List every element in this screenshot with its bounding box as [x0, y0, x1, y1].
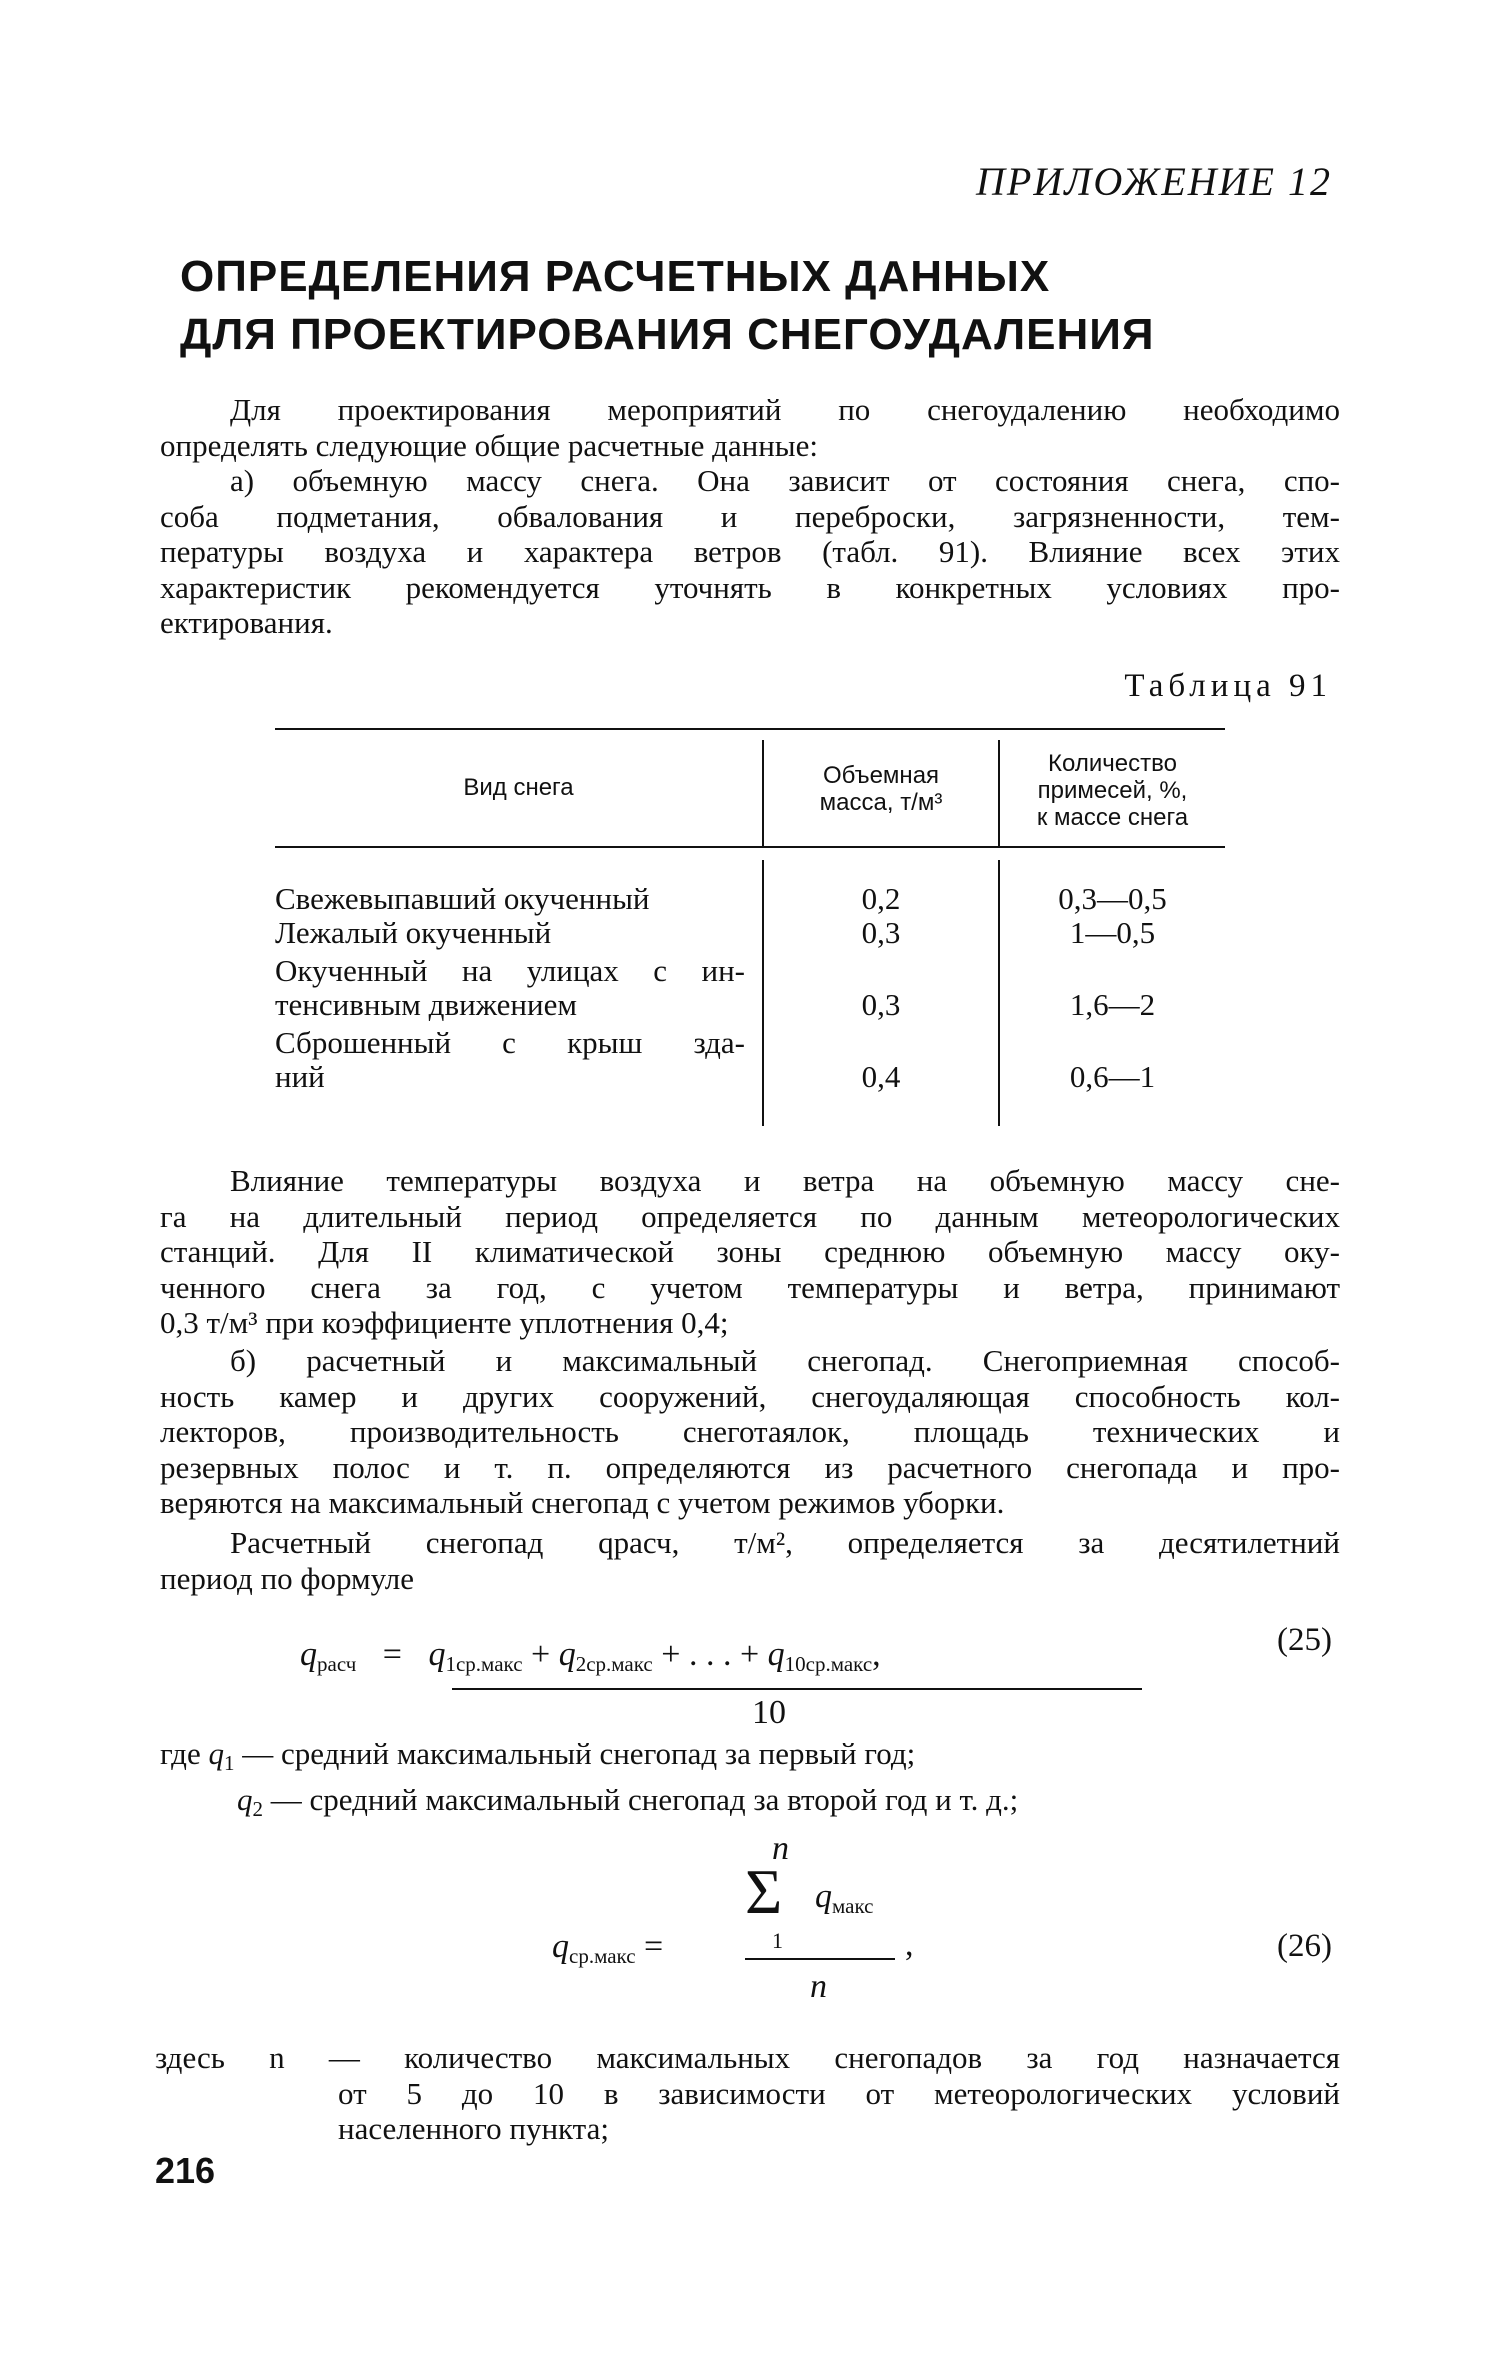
header-line: масса, т/м³ — [819, 789, 943, 816]
text-line: Для проектирования мероприятий по снегоудалению необходимо — [230, 392, 1340, 427]
q2-symbol: q — [237, 1781, 253, 1817]
formula-symbol: q — [300, 1636, 317, 1673]
equation-number-26: (26) — [1277, 1928, 1332, 1964]
table-cell-mass: 0,3 — [861, 915, 901, 950]
intro-paragraph — [160, 392, 1340, 463]
text-line: резервных полос и т. п. определяются из расчетного снегопада и про- — [160, 1449, 1340, 1485]
table-row-name: Сброшенный с крыш зда- — [275, 1025, 745, 1060]
influence-paragraph — [160, 1163, 1340, 1341]
table-cell-impurity: 0,3—0,5 — [1058, 881, 1167, 916]
formula-subscript: расч — [317, 1652, 357, 1676]
table-caption: Таблица 91 — [1124, 668, 1332, 704]
formula-subscript: 1 — [223, 1751, 235, 1775]
text-line: а) объемную массу снега. Она зависит от состояния снега, спо- — [230, 463, 1340, 498]
text-line: от 5 до 10 в зависимости от метеорологических условий — [338, 2075, 1340, 2111]
formula-equals: = — [382, 1636, 402, 1673]
text-line: пературы воздуха и характера ветров (табл. 91). Влияние всех этих — [160, 534, 1340, 569]
formula-comma: , — [905, 1926, 914, 1963]
header-volume-mass — [764, 762, 998, 816]
table-cell-impurity: 0,6—1 — [1069, 1059, 1156, 1094]
item-b-paragraph — [160, 1343, 1340, 1521]
fraction-bar — [452, 1688, 1142, 1690]
table-row-name: Лежалый окученный — [275, 915, 552, 950]
title-line-2: ДЛЯ ПРОЕКТИРОВАНИЯ СНЕГОУДАЛЕНИЯ — [180, 310, 1155, 359]
text-line: определять следующие общие расчетные данные: — [160, 427, 818, 463]
header-line: к массе снега — [1036, 804, 1189, 831]
table-cell-mass: 0,4 — [861, 1059, 901, 1094]
item-a-paragraph — [160, 463, 1340, 641]
text-line: б) расчетный и максимальный снегопад. Снегоприемная способ- — [230, 1343, 1340, 1378]
text-line: га на длительный период определяется по данным метеорологических — [160, 1198, 1340, 1234]
sum-term: $q_{макс}$ — [815, 1878, 874, 1918]
header-line: Количество — [1048, 750, 1177, 777]
sigma-icon: Σ — [745, 1856, 783, 1927]
sum-upper-limit: n — [772, 1830, 789, 1867]
table-row-name: Свежевыпавший окученный — [275, 881, 650, 916]
text-line: ченного снега за год, с учетом температуры и ветра, принимают — [160, 1269, 1340, 1305]
text-line: Расчетный снегопад qрасч, т/м², определяется за десятилетний — [230, 1525, 1340, 1560]
q2-description: — средний максимальный снегопад за второй год и т. д.; — [270, 1781, 1019, 1817]
text-line: Влияние температуры воздуха и ветра на объемную массу сне- — [230, 1163, 1340, 1198]
formula-subscript: 2 — [252, 1796, 263, 1821]
table-top-rule — [275, 728, 1225, 730]
table-cell-mass: 0,2 — [861, 881, 901, 916]
page-number: 216 — [155, 2150, 216, 2191]
text-line: характеристик рекомендуется уточнять в конкретных условиях про- — [160, 569, 1340, 605]
text-line: ность камер и других сооружений, снегоудаляющая способность кол- — [160, 1378, 1340, 1414]
formula-25-denominator: 10 — [752, 1694, 786, 1731]
appendix-label: ПРИЛОЖЕНИЕ 12 — [976, 159, 1332, 204]
formula-dots: + . . . + — [661, 1636, 760, 1673]
text-line: период по формуле — [160, 1560, 415, 1596]
q1-description: — средний максимальный снегопад за первый год; — [242, 1736, 916, 1771]
where-clause — [160, 1736, 1340, 1827]
text-line: станций. Для II климатической зоны среднюю объемную массу оку- — [160, 1234, 1340, 1269]
formula-intro-paragraph — [160, 1525, 1340, 1596]
table-row-name: Окученный на улицах с ин- — [275, 953, 745, 988]
header-line: Объемная — [822, 762, 940, 789]
formula-symbol: q — [767, 1636, 785, 1673]
text-line: веряются на максимальный снегопад с учетом режимов уборки. — [160, 1485, 1005, 1520]
fraction-bar — [745, 1958, 895, 1960]
table-cell-impurity: 1—0,5 — [1069, 915, 1156, 950]
text-line: здесь n — количество максимальных снегопадов за год назначается — [155, 2040, 1340, 2075]
formula-26-lhs: $q_{ср.макс}$ = — [552, 1928, 664, 1968]
where-prefix: где — [160, 1736, 201, 1771]
here-clause — [155, 2040, 1340, 2147]
table-row-name: тенсивным движением — [275, 987, 577, 1022]
text-line: 0,3 т/м³ при коэффициенте уплотнения 0,4; — [160, 1305, 729, 1340]
formula-subscript: макс — [832, 1894, 874, 1918]
sum-lower-limit: 1 — [772, 1928, 783, 1953]
q1-symbol: q — [208, 1736, 224, 1771]
formula-subscript: 10ср.макс — [784, 1652, 873, 1676]
header-line: примесей, %, — [1037, 777, 1188, 804]
formula-subscript: 1ср.макс — [445, 1652, 523, 1676]
page-title — [180, 248, 1155, 364]
formula-symbol: q — [428, 1636, 446, 1673]
formula-subscript: ср.макс — [569, 1944, 636, 1968]
formula-26-denominator: n — [810, 1968, 827, 2005]
table-row-name: ний — [275, 1059, 325, 1094]
title-line-1: ОПРЕДЕЛЕНИЯ РАСЧЕТНЫХ ДАННЫХ — [180, 252, 1051, 301]
text-line: лекторов, производительность снеготаялок, площадь технических и — [160, 1414, 1340, 1449]
formula-25: $q_{расч} = q_{1ср.макс} + q_{2ср.макс}$ + . . . + $q_{10ср.макс}$, — [300, 1636, 881, 1676]
text-line: населенного пункта; — [338, 2111, 609, 2146]
header-impurity — [1000, 750, 1225, 831]
table-header-rule — [275, 846, 1225, 848]
formula-symbol: q — [558, 1636, 576, 1673]
text-line: соба подметания, обвалования и переброски, загрязненности, тем- — [160, 498, 1340, 534]
table-cell-mass: 0,3 — [861, 987, 901, 1022]
formula-plus: + — [531, 1636, 551, 1673]
text-line: ектирования. — [160, 605, 333, 640]
table-cell-impurity: 1,6—2 — [1069, 987, 1156, 1022]
equation-number-25: (25) — [1277, 1622, 1332, 1658]
header-snow-type: Вид снега — [463, 774, 574, 801]
formula-subscript: 2ср.макс — [575, 1652, 653, 1676]
snow-mass-table — [275, 728, 1225, 1126]
